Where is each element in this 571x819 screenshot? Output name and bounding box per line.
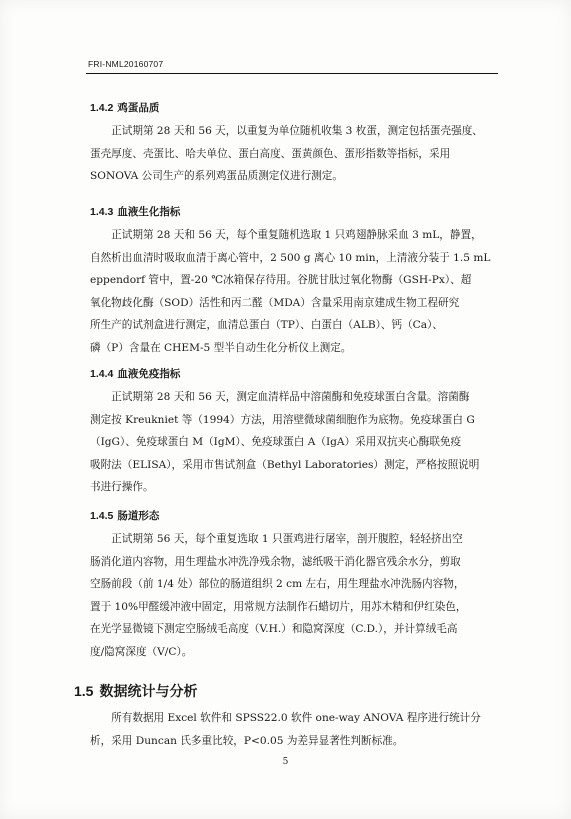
section-number: 1.4.5 — [90, 510, 114, 522]
text-line: 空肠前段（前 1/4 处）部位的肠道组织 2 cm 左右，用生理盐水冲洗肠内容物， — [90, 578, 465, 590]
section-paragraph — [90, 528, 498, 663]
section-number: 1.5 — [74, 683, 94, 699]
text-line: 在光学显微镜下测定空肠绒毛高度（V.H.）和隐窝深度（C.D.），并计算绒毛高 — [90, 623, 458, 635]
section-heading — [90, 509, 498, 523]
text-line: 度/隐窝深度（V/C）。 — [90, 645, 193, 658]
section-title: 数据统计与分析 — [99, 683, 198, 699]
text-line: eppendorf 管中，置-20 ℃冰箱保存待用。谷胱甘肽过氧化物酶（GSH-Px）、超 — [90, 274, 472, 286]
text-line: 肠消化道内容物，用生理盐水冲洗净残余物，滤纸吸干消化器官残余水分，剪取 — [90, 555, 461, 568]
text-line: 自然析出血清时吸取血清于离心管中，2 500 g 离心 10 min，上清液分装于 1.5 mL — [90, 251, 491, 264]
section-title: 血液免疫指标 — [117, 368, 181, 380]
text-line: 正试期第 28 天和 56 天，每个重复随机选取 1 只鸡翅静脉采血 3 mL，静置， — [111, 229, 482, 241]
text-line: 蛋壳厚度、壳蛋比、哈夫单位、蛋白高度、蛋黄颜色、蛋形指数等指标，采用 — [90, 147, 451, 160]
document-id: FRI-NML20160707 — [88, 59, 164, 69]
text-line: 所生产的试剂盒进行测定，血清总蛋白（TP）、白蛋白（ALB）、钙（Ca）、 — [90, 319, 443, 331]
text-line: 吸附法（ELISA），采用市售试剂盒（Bethyl Laboratories）测定，严格按照说明 — [90, 458, 480, 471]
text-line: 所有数据用 Excel 软件和 SPSS22.0 软件 one-way ANOVA 程序进行统计分 — [111, 712, 481, 724]
section-heading — [90, 205, 498, 219]
section-1-4-5 — [90, 509, 498, 663]
section-title: 血液生化指标 — [117, 206, 181, 218]
section-paragraph — [90, 707, 498, 752]
section-number: 1.4.4 — [90, 368, 114, 380]
text-line: 析，采用 Duncan 氏多重比较，P<0.05 为差异显著性判断标准。 — [90, 734, 404, 747]
section-paragraph — [90, 386, 498, 499]
text-line: （IgG）、免疫球蛋白 M（IgM）、免疫球蛋白 A（IgA）采用双抗夹心酶联免疫 — [90, 436, 462, 448]
section-1-5-body — [90, 707, 498, 752]
section-paragraph — [90, 120, 498, 188]
main-section-heading — [74, 681, 197, 701]
header-rule — [86, 73, 498, 74]
text-line: 正试期第 28 天和 56 天，测定血清样品中溶菌酶和免疫球蛋白含量。溶菌酶 — [111, 391, 470, 403]
section-number: 1.4.2 — [90, 102, 114, 114]
text-line: 磷（P）含量在 CHEM-5 型半自动生化分析仪上测定。 — [90, 341, 352, 354]
section-title: 鸡蛋品质 — [117, 102, 160, 114]
text-line: 书进行操作。 — [90, 481, 154, 493]
section-heading — [90, 101, 498, 115]
text-line: SONOVA 公司生产的系列鸡蛋品质测定仪进行测定。 — [90, 170, 343, 182]
section-title: 肠道形态 — [117, 510, 160, 522]
text-line: 置于 10%甲醛缓冲液中固定，用常规方法制作石蜡切片，用苏木精和伊红染色， — [90, 600, 467, 613]
section-heading — [90, 367, 498, 381]
text-line: 正试期第 56 天，每个重复选取 1 只蛋鸡进行屠宰，剖开腹腔，轻轻挤出空 — [111, 533, 463, 545]
section-1-4-4 — [90, 367, 498, 499]
section-1-4-2 — [90, 101, 498, 188]
page-number: 5 — [282, 757, 289, 767]
text-line: 测定按 Kreukniet 等（1994）方法，用溶壁微球菌细胞作为底物。免疫球蛋白 G — [90, 413, 475, 426]
section-paragraph — [90, 224, 498, 359]
section-number: 1.4.3 — [90, 206, 114, 218]
section-1-4-3 — [90, 205, 498, 359]
text-line: 氧化物歧化酶（SOD）活性和丙二醛（MDA）含量采用南京建成生物工程研究 — [90, 296, 460, 309]
text-line: 正试期第 28 天和 56 天，以重复为单位随机收集 3 枚蛋，测定包括蛋壳强度、 — [111, 125, 483, 137]
